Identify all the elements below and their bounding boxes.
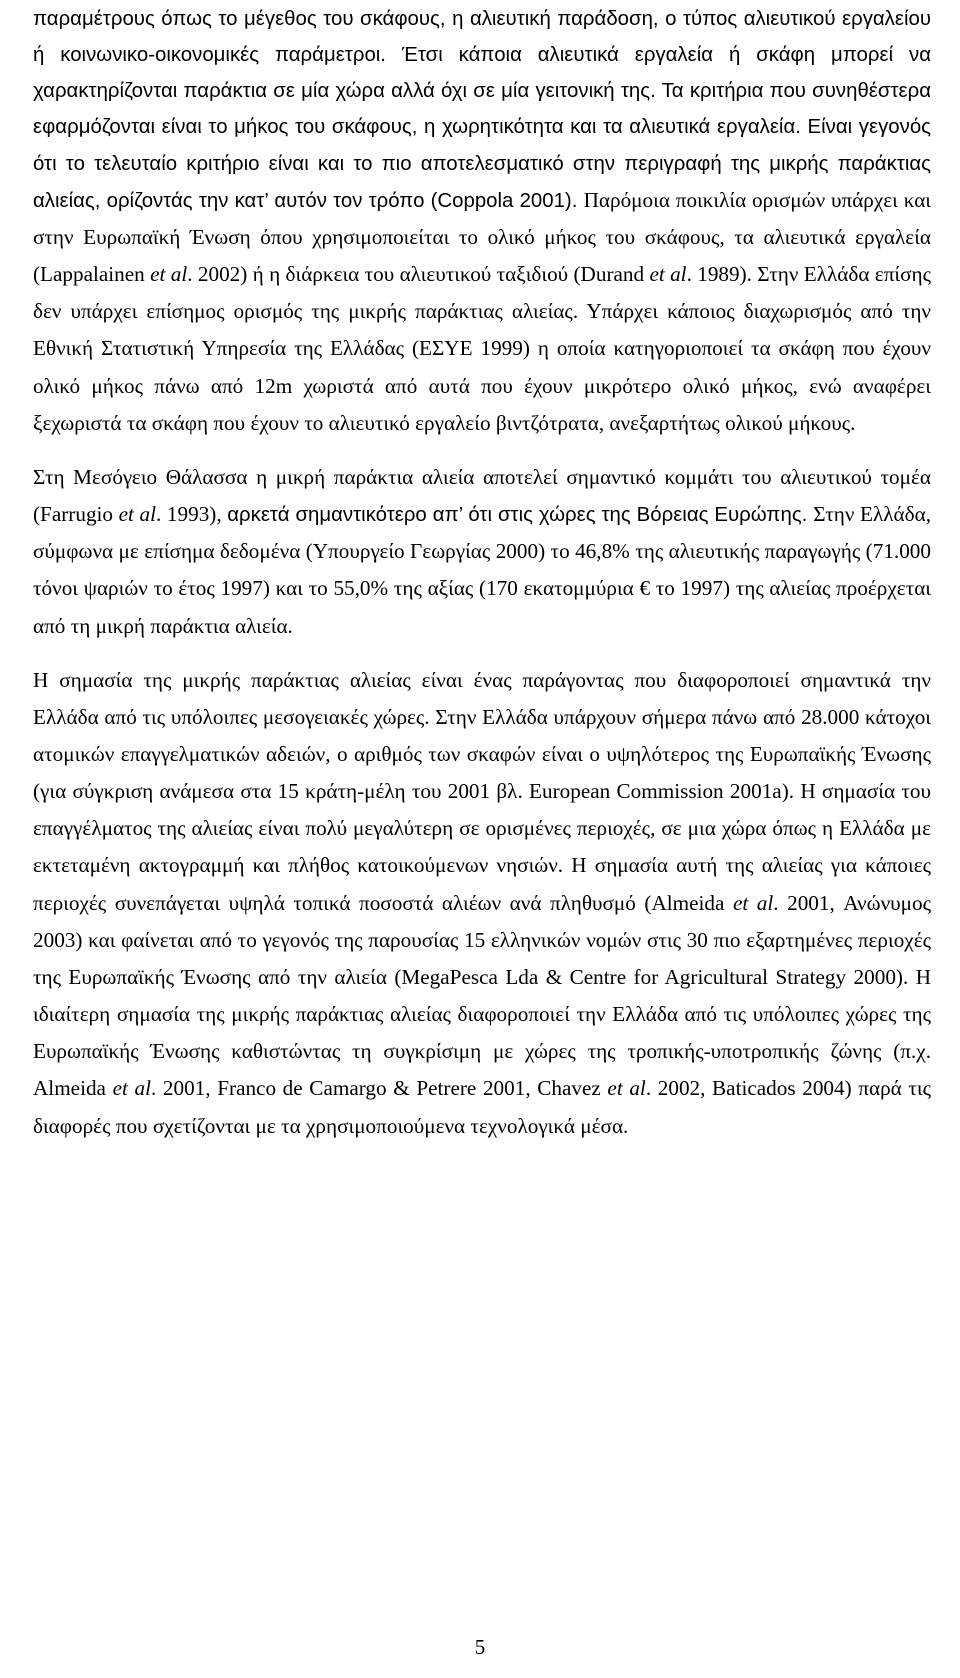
body-text bbox=[33, 1, 931, 1145]
text-run: Στην Ελλάδα, σύμφωνα με επίσημα δεδομένα (Υπουργείο Γεωργίας 2000) το 46,8% της αλιευτικής παραγωγής (71.000 τόνοι ψαριών το έτος 1997) και το 55,0% της αξίας (170 εκατομμύρια € το 1997) της αλιείας προέρχεται από τη μικρή παράκτια αλιεία. bbox=[33, 502, 931, 638]
text-run: . 2001, Franco de Camargo & Petrere 2001, Chavez bbox=[151, 1076, 608, 1101]
page-number: 5 bbox=[474, 1635, 486, 1659]
paragraph-definitions bbox=[33, 1, 931, 442]
paragraph-mediterranean bbox=[33, 459, 931, 645]
paragraph-importance bbox=[33, 662, 931, 1145]
text-run: . 2002) ή η διάρκεια του αλιευτικού ταξιδιού (Durand bbox=[187, 262, 650, 287]
text-run: . 2002, Baticados 2004) παρά τις διαφορές που σχετίζονται με τα χρησιμοποιούμενα τεχνολογικά μέσα. bbox=[33, 1076, 931, 1138]
text-run: αρκετά σημαντικότερο απ’ ότι στις χώρες της Βόρειας Ευρώπης. bbox=[227, 504, 814, 527]
text-run: . 2001, Ανώνυμος 2003) και φαίνεται από το γεγονός της παρουσίας 15 ελληνικών νομών στις 30 πιο εξαρτημένες περιοχές της Ευρωπαϊκής Ένωσης από την αλιεία (MegaPesca Lda & Centre for Agricultural Strategy 2000). Η ιδιαίτερη σημασία της μικρής παράκτιας αλιείας διαφοροποιεί την Ελλάδα από τις υπόλοιπες χώρες της Ευρωπαϊκής Ένωσης καθιστώντας τη συγκρίσιμη με χώρες της τροπικής-υποτροπικής ζώνης (π.χ. Almeida bbox=[33, 890, 931, 1101]
text-run: . 1989). Στην Ελλάδα επίσης δεν υπάρχει επίσημος ορισμός της μικρής παράκτιας αλιείας. Υπάρχει κάποιος διαχωρισμός από την Εθνική Στατιστική Υπηρεσία της Ελλάδας (ΕΣΥΕ 1999) η οποία κατηγοριοποιεί τα σκάφη που έχουν ολικό μήκος πάνω από 12m χωριστά από αυτά που έχουν μικρότερο ολικό μήκος, ενώ αναφέρει ξεχωριστά τα σκάφη που έχουν το αλιευτικό εργαλείο βιντζότρατα, ανεξαρτήτως ολικού μήκους. bbox=[33, 262, 931, 435]
italic-citation: et al bbox=[112, 1076, 151, 1101]
text-run: . 1993), bbox=[156, 502, 228, 527]
text-run: Παρόμοια ποικιλία ορισμών υπάρχει και στην Ευρωπαϊκή Ένωση όπου χρησιμοποιείται το ολικό μήκος του σκάφους, τα αλιευτικά εργαλεία (Lappalainen bbox=[33, 187, 932, 287]
italic-citation: et al bbox=[118, 502, 157, 527]
text-run: Η σημασία της μικρής παράκτιας αλιείας είναι ένας παράγοντας που διαφοροποιεί σημαντικά την Ελλάδα από τις υπόλοιπες μεσογειακές χώρες. Στην Ελλάδα υπάρχουν σήμερα πάνω από 28.000 κάτοχοι ατομικών επαγγελματικών αδειών, ο αριθμός των σκαφών είναι ο υψηλότερος της Ευρωπαϊκής Ένωσης (για σύγκριση ανάμεσα στα 15 κράτη-μέλη του 2001 βλ. European Commission 2001a). Η σημασία του επαγγέλματος της αλιείας είναι πολύ μεγαλύτερη σε ορισμένες περιοχές, σε μια χώρα όπως η Ελλάδα με εκτεταμένη ακτογραμμή και πλήθος κατοικούμενων νησιών. Η σημασία αυτή της αλιείας για κάποιες περιοχές συνεπάγεται υψηλά τοπικά ποσοστά αλιέων ανά πληθυσμό (Almeida bbox=[33, 667, 931, 915]
text-run: παραμέτρους όπως το μέγεθος του σκάφους, η αλιευτική παράδοση, ο τύπος αλιευτικού εργαλείου ή κοινωνικο-οικονομικές παράμετροι. Έτσι κάποια αλιευτικά εργαλεία ή σκάφη μπορεί να χαρακτηρίζονται παράκτια σε μία χώρα αλλά όχι σε μία γειτονική της. Τα κριτήρια που συνηθέστερα εφαρμόζονται είναι το μήκος του σκάφους, η χωρητικότητα και τα αλιευτικά εργαλεία. Είναι γεγονός ότι το τελευταίο κριτήριο είναι και το πιο αποτελεσματικό στην περιγραφή της μικρής παράκτιας αλιείας, ορίζοντάς την κατ’ αυτόν τον τρόπο (Coppola 2001). bbox=[33, 8, 931, 212]
italic-citation: et al bbox=[732, 890, 774, 915]
italic-citation: et al bbox=[649, 262, 687, 287]
italic-citation: et al bbox=[150, 262, 188, 287]
text-run: Στη Μεσόγειο Θάλασσα η μικρή παράκτια αλιεία αποτελεί σημαντικό κομμάτι του αλιευτικού τομέα (Farrugio bbox=[33, 464, 931, 527]
italic-citation: et al bbox=[607, 1076, 646, 1101]
